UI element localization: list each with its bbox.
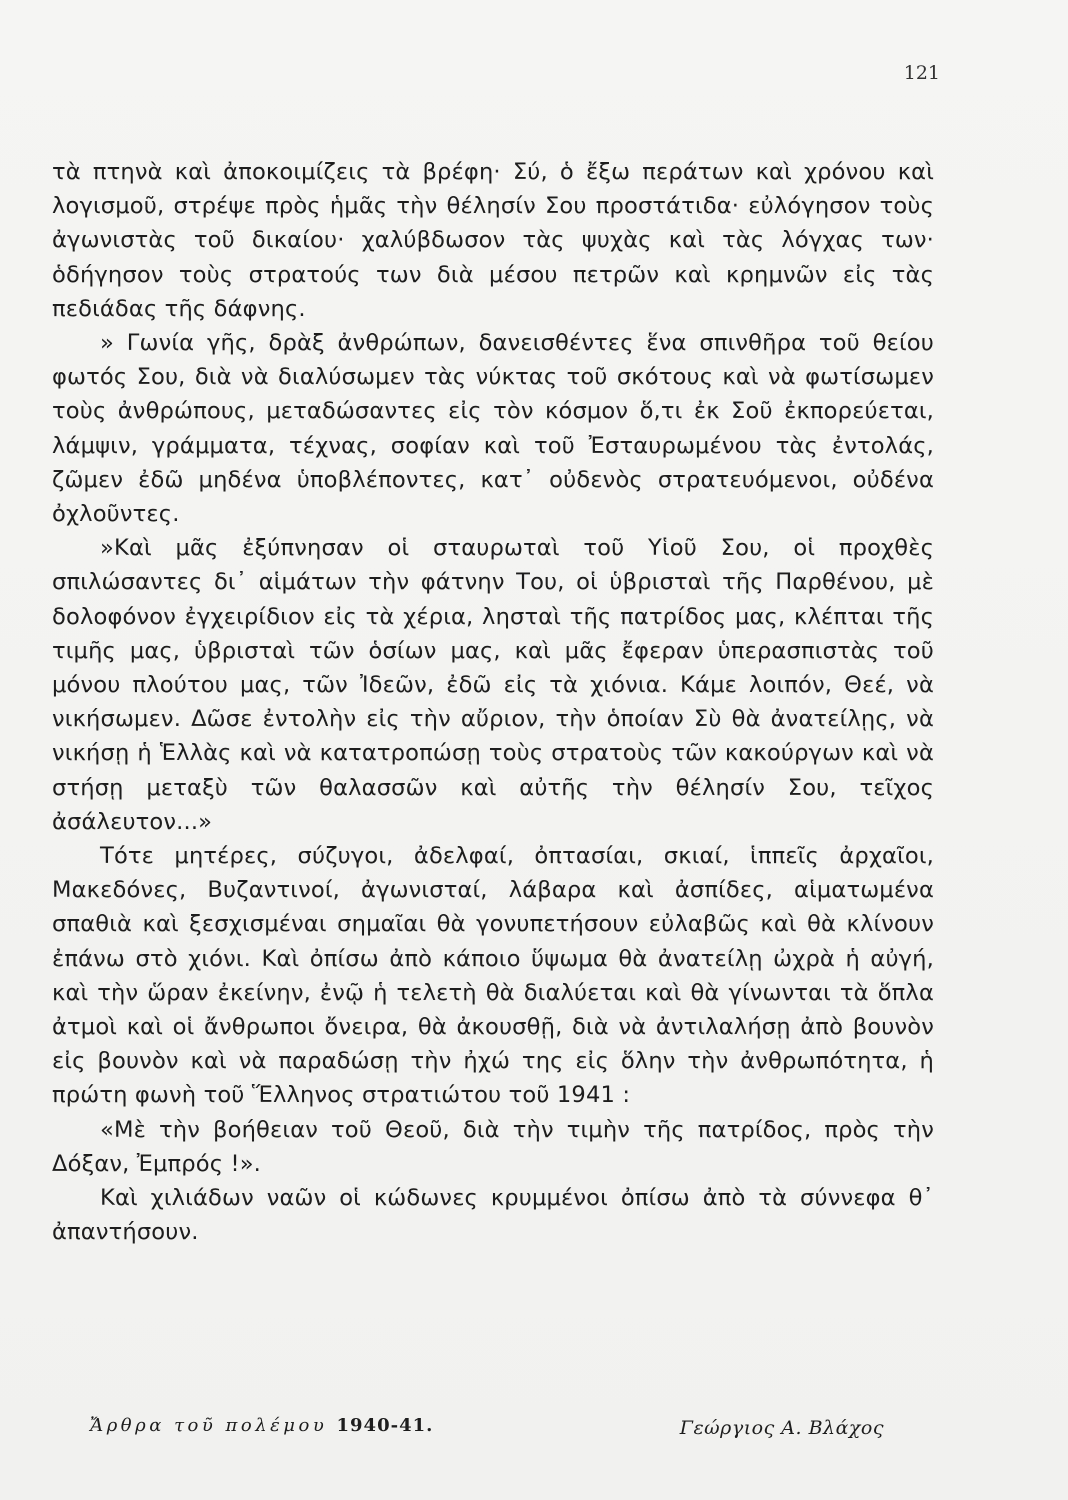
page-number: 121 bbox=[903, 62, 940, 84]
footer bbox=[90, 1415, 884, 1445]
source-title: Ἄρθρα τοῦ πολέμου bbox=[90, 1415, 328, 1436]
footer-source bbox=[90, 1415, 433, 1436]
paragraph-2: » Γωνία γῆς, δρὰξ ἀνθρώπων, δανεισθέντες ἕνα σπινθῆρα τοῦ θείου φωτός Σου, διὰ νὰ διαλύσωμεν τὰς νύκτας τοῦ σκότους καὶ νὰ φωτίσωμεν τοὺς ἀνθρώπους, μεταδώσαντες εἰς τὸν κόσμον ὅ,τι ἐκ Σοῦ ἐκπορεύεται, λάμψιν, γράμματα, τέχνας, σοφίαν καὶ τοῦ Ἐσταυρωμένου τὰς ἐντολάς, ζῶμεν ἐδῶ μηδένα ὑποβλέποντες, κατ᾽ οὐδενὸς στρατευόμενοι, οὐδένα ὀχλοῦντες. bbox=[52, 330, 934, 528]
paragraph-4: Τότε μητέρες, σύζυγοι, ἀδελφαί, ὀπτασίαι, σκιαί, ἱππεῖς ἀρχαῖοι, Μακεδόνες, Βυζαντινοί, ἀγωνισταί, λάβαρα καὶ ἀσπίδες, αἱματωμένα σπαθιὰ καὶ ξεσχισμέναι σημαῖαι θὰ γονυπετήσουν εὐλαβῶς καὶ θὰ κλίνουν ἐπάνω στὸ χιόνι. Καὶ ὀπίσω ἀπὸ κάποιο ὕψωμα θὰ ἀνατείλῃ ὠχρὰ ἡ αὐγή, καὶ τὴν ὥραν ἐκείνην, ἐνῷ ἡ τελετὴ θὰ διαλύεται καὶ θὰ γίνωνται τὰ ὅπλα ἀτμοὶ καὶ οἱ ἄνθρωποι ὄνειρα, θὰ ἀκουσθῇ, διὰ νὰ ἀντιλαλήσῃ ἀπὸ βουνὸν εἰς βουνὸν καὶ νὰ παραδώσῃ τὴν ἠχώ της εἰς ὅλην τὴν ἀνθρωπότητα, ἡ πρώτη φωνὴ τοῦ Ἕλληνος στρατιώτου τοῦ 1941 : bbox=[52, 843, 934, 1109]
source-years: 1940-41. bbox=[336, 1415, 434, 1436]
paragraph-3: »Καὶ μᾶς ἐξύπνησαν οἱ σταυρωταὶ τοῦ Υἱοῦ Σου, οἱ προχθὲς σπιλώσαντες δι᾽ αἱμάτων τὴν φάτνην Του, οἱ ὑβρισταὶ τῆς Παρθένου, μὲ δολοφόνον ἐγχειρίδιον εἰς τὰ χέρια, λησταὶ τῆς πατρίδος μας, κλέπται τῆς τιμῆς μας, ὑβρισταὶ τῶν ὁσίων μας, καὶ μᾶς ἔφεραν ὑπερασπιστὰς τοῦ μόνου πλούτου μας, τῶν Ἰδεῶν, ἐδῶ εἰς τὰ χιόνια. Κάμε λοιπόν, Θεέ, νὰ νικήσωμεν. Δῶσε ἐντολὴν εἰς τὴν αὔριον, τὴν ὁποίαν Σὺ θὰ ἀνατείλῃς, νὰ νικήσῃ ἡ Ἑλλὰς καὶ νὰ κατατροπώσῃ τοὺς στρατοὺς τῶν κακούργων καὶ νὰ στήσῃ μεταξὺ τῶν θαλασσῶν καὶ αὐτῆς τὴν θέλησίν Σου, τεῖχος ἀσάλευτον...» bbox=[52, 535, 934, 835]
body-text bbox=[52, 155, 934, 1250]
footer-author: Γεώργιος Α. Βλάχος bbox=[679, 1417, 884, 1439]
paragraph-1: τὰ πτηνὰ καὶ ἀποκοιμίζεις τὰ βρέφη· Σύ, ὁ ἔξω περάτων καὶ χρόνου καὶ λογισμοῦ, στρέψε πρὸς ἡμᾶς τὴν θέλησίν Σου προστάτιδα· εὐλόγησον τοὺς ἀγωνιστὰς τοῦ δικαίου· χαλύβδωσον τὰς ψυχὰς καὶ τὰς λόγχας των· ὁδήγησον τοὺς στρατούς των διὰ μέσου πετρῶν καὶ κρημνῶν εἰς τὰς πεδιάδας τῆς δάφνης. bbox=[52, 159, 934, 322]
paragraph-6: Καὶ χιλιάδων ναῶν οἱ κώδωνες κρυμμένοι ὀπίσω ἀπὸ τὰ σύννεφα θ᾽ ἀπαντήσουν. bbox=[52, 1185, 934, 1246]
paragraph-5: «Μὲ τὴν βοήθειαν τοῦ Θεοῦ, διὰ τὴν τιμὴν τῆς πατρίδος, πρὸς τὴν Δόξαν, Ἐμπρός !». bbox=[52, 1116, 934, 1177]
